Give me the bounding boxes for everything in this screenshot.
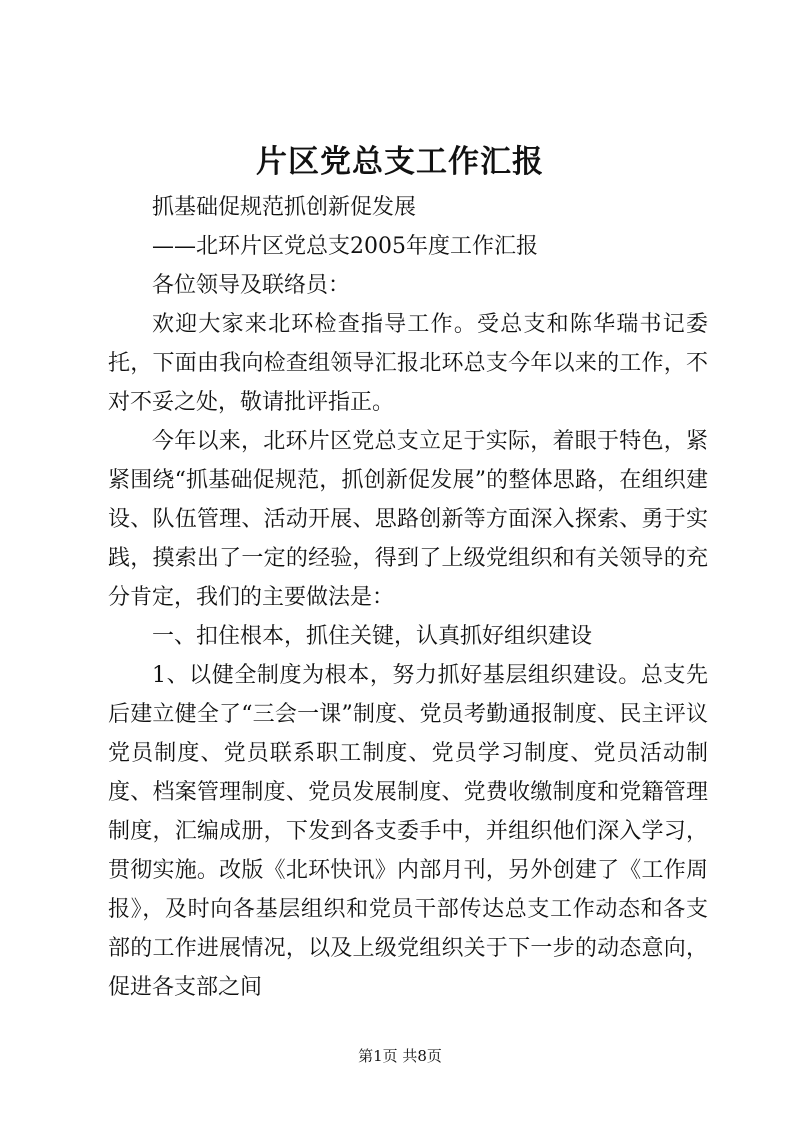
salutation-paragraph: 各位领导及联络员： bbox=[152, 273, 351, 298]
body-paragraph: 1、以健全制度为根本，努力抓好基层组织建设。总支先后建立健全了“三会一课”制度、党员考勤通报制度、民主评议党员制度、党员联系职工制度、党员学习制度、党员活动制度、档案管理制度、党员发展制度、党费收缴制度和党籍管理制度，汇编成册，下发到各支委手中，并组织他们深入学习，贯彻实施。改版《北环快讯》内部月刊，另外创建了《工作周报》，及时向各基层组织和党员干部传达总支工作动态和各支部的工作进展情况，以及上级党组织关于下一步的动态意向，促进各支部之间 bbox=[108, 663, 708, 1000]
subtitle-dash-paragraph: ——北环片区党总支2005年度工作汇报 bbox=[152, 234, 538, 259]
body-paragraph: 今年以来，北环片区党总支立足于实际，着眼于特色，紧紧围绕“抓基础促规范，抓创新促发展”的整体思路，在组织建设、队伍管理、活动开展、思路创新等方面深入探索、勇于实践，摸索出了一定的经验，得到了上级党组织和有关领导的充分肯定，我们的主要做法是： bbox=[108, 429, 708, 610]
page-footer: 第1页 共8页 bbox=[358, 1047, 442, 1065]
subtitle-paragraph: 抓基础促规范抓创新促发展 bbox=[152, 195, 417, 220]
section-heading: 一、扣住根本，抓住关键，认真抓好组织建设 bbox=[152, 624, 593, 649]
document-body bbox=[108, 188, 708, 1007]
document-title: 片区党总支工作汇报 bbox=[256, 144, 544, 180]
body-paragraph: 欢迎大家来北环检查指导工作。受总支和陈华瑞书记委托，下面由我向检查组领导汇报北环总支今年以来的工作，不对不妥之处，敬请批评指正。 bbox=[108, 312, 708, 415]
